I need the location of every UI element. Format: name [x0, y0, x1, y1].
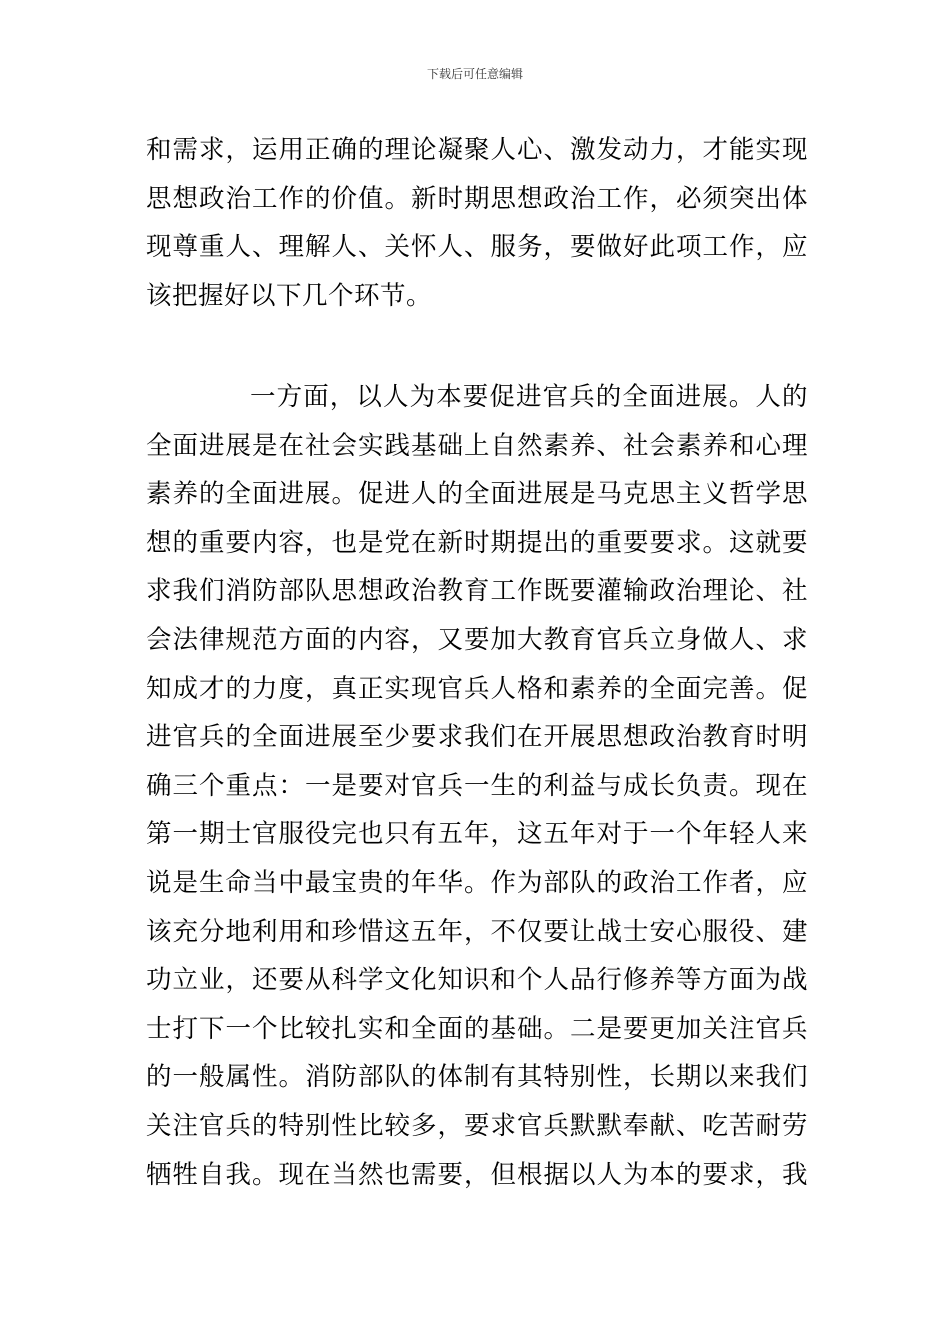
paragraph-line: 说是生命当中最宝贵的年华。作为部队的政治工作者，应	[146, 867, 808, 898]
paragraph-line: 全面进展是在社会实践基础上自然素养、社会素养和心理	[146, 430, 808, 461]
paragraph-line: 思想政治工作的价值。新时期思想政治工作，必须突出体	[146, 183, 808, 214]
paragraph-2	[146, 373, 808, 1199]
paragraph-line: 该充分地利用和珍惜这五年，不仅要让战士安心服役、建	[146, 916, 808, 947]
paragraph-line: 进官兵的全面进展至少要求我们在开展思想政治教育时明	[146, 722, 808, 753]
paragraph-line: 素养的全面进展。促进人的全面进展是马克思主义哲学思	[146, 479, 808, 510]
paragraph-line: 会法律规范方面的内容，又要加大教育官兵立身做人、求	[146, 624, 808, 655]
paragraph-line: 一方面，以人为本要促进官兵的全面进展。人的	[250, 382, 808, 412]
paragraph-line: 关注官兵的特别性比较多，要求官兵默默奉献、吃苦耐劳	[146, 1110, 808, 1141]
paragraph-line: 该把握好以下几个环节。	[146, 280, 433, 311]
paragraph-line: 牺牲自我。现在当然也需要，但根据以人为本的要求，我	[146, 1159, 808, 1190]
paragraph-line: 和需求，运用正确的理论凝聚人心、激发动力，才能实现	[146, 135, 808, 165]
paragraph-line: 的一般属性。消防部队的体制有其特别性，长期以来我们	[146, 1062, 808, 1093]
paragraph-line: 知成才的力度，真正实现官兵人格和素养的全面完善。促	[146, 673, 808, 704]
paragraph-line: 求我们消防部队思想政治教育工作既要灌输政治理论、社	[146, 576, 808, 607]
paragraph-line: 功立业，还要从科学文化知识和个人品行修养等方面为战	[146, 965, 808, 996]
paragraph-line: 确三个重点：一是要对官兵一生的利益与成长负责。现在	[146, 770, 808, 801]
page-header-note: 下载后可任意编辑	[426, 67, 523, 81]
paragraph-line: 现尊重人、理解人、关怀人、服务，要做好此项工作，应	[146, 232, 808, 263]
paragraph-line: 想的重要内容，也是党在新时期提出的重要要求。这就要	[146, 527, 808, 558]
paragraph-line: 士打下一个比较扎实和全面的基础。二是要更加关注官兵	[146, 1013, 808, 1044]
paragraph-1	[146, 126, 808, 320]
paragraph-line: 第一期士官服役完也只有五年，这五年对于一个年轻人来	[146, 819, 808, 850]
